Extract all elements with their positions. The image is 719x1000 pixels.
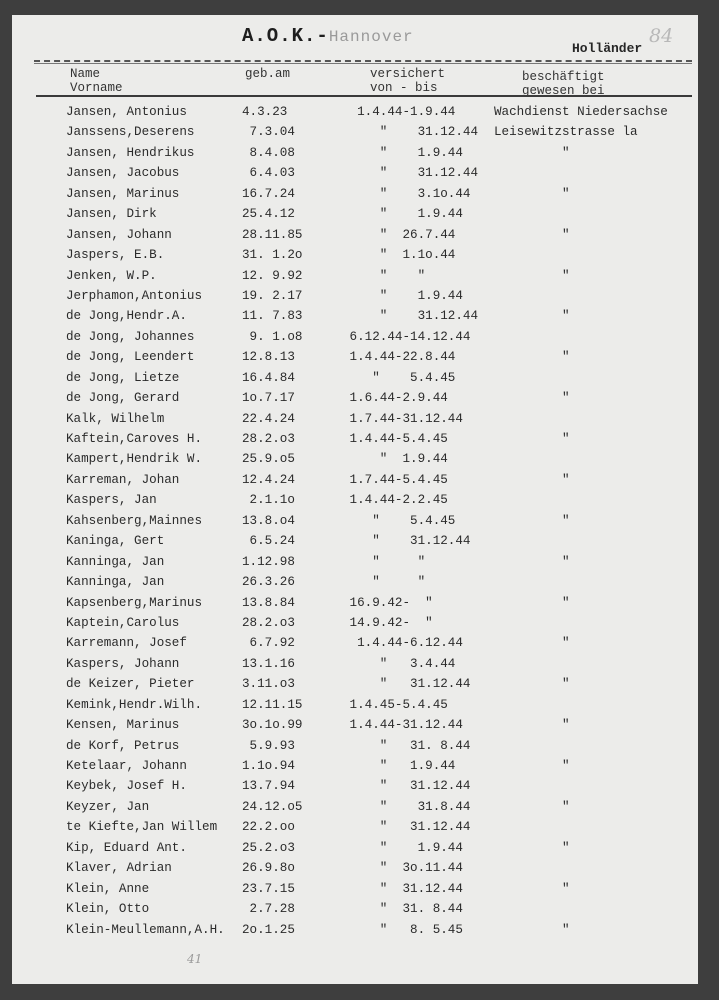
record-employer: " [494, 391, 570, 406]
record-insured-period: " 1.9.44 [342, 145, 463, 160]
record-row [12, 514, 698, 534]
record-insured-period: " 1.9.44 [342, 288, 463, 303]
record-name: Keybek, Josef H. [66, 779, 187, 794]
record-birthdate: 6.7.92 [242, 636, 295, 651]
record-insured-period: " " [342, 554, 426, 569]
record-name: Kanninga, Jan [66, 575, 165, 590]
record-row [12, 861, 698, 881]
record-row [12, 452, 698, 472]
record-insured-period: " 31.12.44 [342, 677, 471, 692]
record-row [12, 677, 698, 697]
record-name: Klein, Anne [66, 881, 150, 896]
record-birthdate: 26.3.26 [242, 575, 295, 590]
record-insured-period: " 31. 8.44 [342, 902, 463, 917]
record-row [12, 779, 698, 799]
column-header-name-line2: Vorname [70, 81, 123, 95]
record-name: de Jong, Lietze [66, 370, 180, 385]
record-name: Kaspers, Johann [66, 656, 180, 671]
record-birthdate: 1.12.98 [242, 554, 295, 569]
record-insured-period: " 1.9.44 [342, 759, 456, 773]
record-row [12, 841, 698, 861]
record-birthdate: 12.11.15 [242, 697, 303, 712]
record-birthdate: 9. 1.o8 [242, 329, 303, 344]
record-row [12, 800, 698, 820]
record-insured-period: " 31.12.44 [342, 820, 471, 835]
record-insured-period: 1.4.44-2.2.45 [342, 493, 448, 508]
record-employer: " [494, 636, 570, 651]
record-birthdate: 13.8.o4 [242, 513, 295, 528]
record-name: Kip, Eduard Ant. [66, 840, 187, 855]
record-row [12, 718, 698, 738]
record-birthdate: 13.8.84 [242, 595, 295, 610]
record-employer: Leisewitzstrasse la [494, 125, 638, 140]
record-birthdate: 12.8.13 [242, 350, 295, 365]
record-name: Jansen, Jacobus [66, 166, 180, 181]
record-birthdate: 6.5.24 [242, 534, 295, 549]
record-insured-period: " 3.1o.44 [342, 186, 471, 201]
record-row [12, 166, 698, 186]
record-row [12, 534, 698, 554]
record-employer: " [494, 145, 570, 160]
record-row [12, 616, 698, 636]
record-name: Kahsenberg,Mainnes [66, 513, 203, 528]
record-name: Kensen, Marinus [66, 718, 180, 733]
record-insured-period: " 8. 5.45 [342, 922, 463, 937]
record-birthdate: 23.7.15 [242, 881, 295, 896]
record-name: Kaspers, Jan [66, 493, 157, 508]
record-insured-period: " 31.12.44 [342, 534, 471, 549]
column-header-employed [522, 70, 605, 98]
record-birthdate: 13.7.94 [242, 779, 295, 794]
title-text: A.O.K.- [242, 25, 329, 47]
record-birthdate: 7.3.04 [242, 125, 295, 140]
record-insured-period: " 3o.11.44 [342, 861, 463, 876]
record-birthdate: 22.2.oo [242, 820, 295, 835]
record-row [12, 636, 698, 656]
record-birthdate: 13.1.16 [242, 656, 295, 671]
record-birthdate: 4.3.23 [242, 105, 288, 119]
record-row [12, 125, 698, 145]
record-row [12, 248, 698, 268]
record-name: Karremann, Josef [66, 636, 187, 651]
record-employer: " [494, 432, 570, 446]
record-name: de Jong, Gerard [66, 391, 180, 406]
column-header-rule [36, 95, 692, 97]
record-birthdate: 25.2.o3 [242, 840, 295, 855]
record-insured-period: 16.9.42- " [342, 595, 433, 610]
record-row [12, 575, 698, 595]
record-birthdate: 3.11.o3 [242, 677, 295, 692]
record-employer: " [494, 186, 570, 201]
column-header-name-line1: Name [70, 67, 101, 81]
record-row [12, 146, 698, 166]
column-header-name [70, 67, 123, 95]
record-employer: " [494, 268, 570, 283]
record-row [12, 698, 698, 718]
record-insured-period: 6.12.44-14.12.44 [342, 329, 471, 344]
record-row [12, 187, 698, 207]
column-header-insured-line2: von - bis [370, 81, 438, 95]
record-birthdate: 3o.1o.99 [242, 718, 303, 733]
record-name: Kaninga, Gert [66, 534, 165, 549]
record-employer: " [494, 881, 570, 896]
record-insured-period: 1.4.44-31.12.44 [342, 718, 463, 733]
record-name: Klaver, Adrian [66, 861, 172, 876]
record-insured-period: " 1.9.44 [342, 207, 463, 222]
record-name: Kaftein,Caroves H. [66, 432, 203, 446]
record-insured-period: " 31.12.44 [342, 309, 479, 324]
title-faint-text: Hannover [328, 28, 414, 46]
record-row [12, 391, 698, 411]
record-name: Klein-Meullemann,A.H. [66, 922, 225, 937]
record-birthdate: 31. 1.2o [242, 248, 303, 263]
record-birthdate: 25.9.o5 [242, 452, 295, 467]
record-row [12, 228, 698, 248]
record-insured-period: 1.4.44-1.9.44 [342, 105, 456, 119]
record-name: Janssens,Deserens [66, 125, 195, 140]
record-birthdate: 1.1o.94 [242, 759, 295, 773]
record-name: de Jong, Leendert [66, 350, 195, 365]
record-birthdate: 28.2.o3 [242, 615, 295, 630]
column-header-employed-line2: gewesen bei [522, 84, 605, 98]
record-insured-period: " 5.4.45 [342, 513, 456, 528]
record-birthdate: 24.12.o5 [242, 799, 303, 814]
record-insured-period: " 31.12.44 [342, 166, 479, 181]
record-row [12, 923, 698, 943]
record-employer: " [494, 595, 570, 610]
record-birthdate: 28.11.85 [242, 227, 303, 242]
record-row [12, 412, 698, 432]
record-birthdate: 22.4.24 [242, 411, 295, 426]
record-name: de Jong, Johannes [66, 329, 195, 344]
record-employer: " [494, 759, 570, 773]
record-employer: " [494, 513, 570, 528]
record-row [12, 820, 698, 840]
record-name: Ketelaar, Johann [66, 759, 187, 773]
record-name: Kaptein,Carolus [66, 615, 180, 630]
record-birthdate: 1o.7.17 [242, 391, 295, 406]
record-row [12, 759, 698, 779]
record-insured-period: 1.7.44-31.12.44 [342, 411, 463, 426]
record-employer: " [494, 718, 570, 733]
record-birthdate: 2o.1.25 [242, 922, 295, 937]
record-insured-period: " " [342, 575, 426, 590]
record-employer: " [494, 677, 570, 692]
record-insured-period: " 5.4.45 [342, 370, 456, 385]
record-name: Jansen, Marinus [66, 186, 180, 201]
record-name: Karreman, Johan [66, 472, 180, 487]
record-insured-period: " 1.9.44 [342, 840, 463, 855]
column-header-employed-line1: beschäftigt [522, 70, 605, 84]
record-employer: " [494, 227, 570, 242]
record-row [12, 902, 698, 922]
record-row [12, 657, 698, 677]
record-insured-period: " 31.8.44 [342, 799, 471, 814]
handwritten-page-number: 84 [649, 25, 674, 47]
record-name: Jansen, Dirk [66, 207, 157, 222]
record-row [12, 432, 698, 452]
record-name: Klein, Otto [66, 902, 150, 917]
record-name: Kalk, Wilhelm [66, 411, 165, 426]
handwritten-note: 41 [187, 952, 203, 966]
record-insured-period: 1.6.44-2.9.44 [342, 391, 448, 406]
record-birthdate: 6.4.03 [242, 166, 295, 181]
record-name: de Keizer, Pieter [66, 677, 195, 692]
record-row [12, 207, 698, 227]
record-employer: " [494, 554, 570, 569]
record-row [12, 739, 698, 759]
column-header-born: geb.am [245, 67, 291, 81]
record-insured-period: 1.4.44-6.12.44 [342, 636, 463, 651]
record-insured-period: 1.4.45-5.4.45 [342, 697, 448, 712]
record-name: Jerphamon,Antonius [66, 288, 203, 303]
record-insured-period: " 31.12.44 [342, 881, 463, 896]
record-insured-period: " 31.12.44 [342, 125, 479, 140]
record-name: Kampert,Hendrik W. [66, 452, 203, 467]
record-name: te Kiefte,Jan Willem [66, 820, 218, 835]
record-birthdate: 19. 2.17 [242, 288, 303, 303]
record-row [12, 105, 698, 125]
record-insured-period: " 3.4.44 [342, 656, 456, 671]
record-name: Jaspers, E.B. [66, 248, 165, 263]
record-birthdate: 25.4.12 [242, 207, 295, 222]
nationality-label: Holländer [572, 41, 643, 56]
record-employer: " [494, 350, 570, 365]
record-birthdate: 2.1.1o [242, 493, 295, 508]
record-insured-period: 1.4.44-22.8.44 [342, 350, 456, 365]
document-title [242, 25, 414, 47]
record-insured-period: 14.9.42- " [342, 615, 433, 630]
record-name: Kanninga, Jan [66, 554, 165, 569]
record-birthdate: 26.9.8o [242, 861, 295, 876]
record-name: Jansen, Johann [66, 227, 172, 242]
record-row [12, 269, 698, 289]
record-employer: Wachdienst Niedersachse [494, 105, 668, 119]
column-header-insured-line1: versichert [370, 67, 446, 81]
record-birthdate: 5.9.93 [242, 738, 295, 753]
record-name: Keyzer, Jan [66, 799, 150, 814]
record-birthdate: 12.4.24 [242, 472, 295, 487]
record-row [12, 555, 698, 575]
document-page [12, 15, 698, 984]
record-birthdate: 11. 7.83 [242, 309, 303, 324]
record-name: Jansen, Antonius [66, 105, 187, 119]
record-name: Jansen, Hendrikus [66, 145, 195, 160]
record-insured-period: " 26.7.44 [342, 227, 456, 242]
column-header-insured [370, 67, 445, 95]
record-insured-period: " 31.12.44 [342, 779, 471, 794]
record-birthdate: 8.4.08 [242, 145, 295, 160]
record-birthdate: 2.7.28 [242, 902, 295, 917]
record-insured-period: " 31. 8.44 [342, 738, 471, 753]
record-row [12, 882, 698, 902]
header-dashed-rule [34, 60, 692, 62]
record-name: de Jong,Hendr.A. [66, 309, 187, 324]
record-birthdate: 16.4.84 [242, 370, 295, 385]
record-list [12, 105, 698, 943]
record-employer: " [494, 922, 570, 937]
record-name: de Korf, Petrus [66, 738, 180, 753]
record-birthdate: 16.7.24 [242, 186, 295, 201]
record-insured-period: " " [342, 268, 426, 283]
record-row [12, 309, 698, 329]
record-birthdate: 28.2.o3 [242, 432, 295, 446]
record-name: Kapsenberg,Marinus [66, 595, 203, 610]
record-row [12, 596, 698, 616]
record-insured-period: " 1.1o.44 [342, 248, 456, 263]
record-row [12, 371, 698, 391]
record-employer: " [494, 799, 570, 814]
record-row [12, 289, 698, 309]
header-rule [34, 63, 692, 64]
record-employer: " [494, 840, 570, 855]
record-name: Kemink,Hendr.Wilh. [66, 697, 203, 712]
record-birthdate: 12. 9.92 [242, 268, 303, 283]
record-name: Jenken, W.P. [66, 268, 157, 283]
record-employer: " [494, 309, 570, 324]
record-employer: " [494, 472, 570, 487]
record-insured-period: 1.4.44-5.4.45 [342, 432, 448, 446]
record-row [12, 493, 698, 513]
record-row [12, 350, 698, 370]
record-insured-period: 1.7.44-5.4.45 [342, 472, 448, 487]
record-row [12, 473, 698, 493]
record-insured-period: " 1.9.44 [342, 452, 448, 467]
record-row [12, 330, 698, 350]
